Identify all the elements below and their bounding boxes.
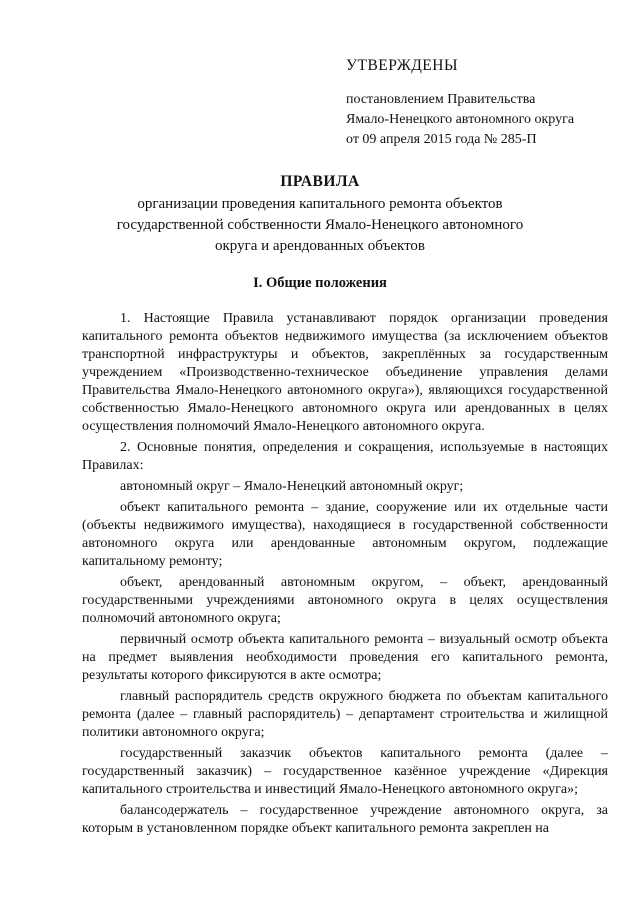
paragraph: 1. Настоящие Правила устанавливают порядок организации проведения капитального ремонта объектов недвижимого имущества (за исключением объектов транспортной инфраструктуры и объектов, закреплённых за государственным учреждением «Производственно-техническое объединение управления делами Правительства Ямало-Ненецкого автономного округа»), являющихся государственной собственностью Ямало-Ненецкого автономного округа или арендованных в целях осуществления полномочий Ямало-Ненецкого автономного округа. — [82, 311, 608, 434]
paragraph: государственный заказчик объектов капитального ремонта (далее – государственный заказчик) – государственное казённое учреждение «Дирекция капитального строительства и инвестиций Ямало-Ненецкого автономного округа»; — [82, 746, 608, 797]
paragraph: автономный округ – Ямало-Ненецкий автономный округ; — [120, 479, 464, 494]
paragraph: первичный осмотр объекта капитального ремонта – визуальный осмотр объекта на предмет выявления необходимости проведения его капитального ремонта, результаты которого фиксируются в акте осмотра; — [82, 632, 608, 683]
paragraph: главный распорядитель средств окружного бюджета по объектам капитального ремонта (далее – главный распорядитель) – департамент строительства и жилищной политики автономного округа; — [82, 689, 608, 740]
paragraph: балансодержатель – государственное учреждение автономного округа, за которым в установленном порядке объект капитального ремонта закреплен на — [82, 803, 608, 836]
approval-block — [346, 56, 574, 150]
approval-line: постановлением Правительства — [346, 92, 536, 107]
approval-line: Ямало-Ненецкого автономного округа — [346, 112, 575, 127]
paragraph: объект, арендованный автономным округом, – объект, арендованный государственными учреждениями автономного округа в целях осуществления полномочий автономного округа; — [82, 575, 608, 626]
document-title: ПРАВИЛА — [280, 173, 360, 190]
document-subtitle-line: государственной собственности Ямало-Ненецкого автономного — [116, 217, 524, 233]
approval-title: УТВЕРЖДЕНЫ — [346, 57, 458, 74]
section-heading: I. Общие положения — [253, 275, 387, 291]
document-subtitle-line: округа и арендованных объектов — [214, 238, 426, 254]
document-subtitle-line: организации проведения капитального ремонта объектов — [137, 196, 503, 212]
approval-line: от 09 апреля 2015 года № 285-П — [346, 132, 537, 147]
paragraph: 2. Основные понятия, определения и сокращения, используемые в настоящих Правилах: — [82, 440, 608, 473]
paragraph: объект капитального ремонта – здание, сооружение или их отдельные части (объекты недвижимого имущества), находящиеся в государственной собственности автономного округа или арендованные автономным округом, подлежащие капитальному ремонту; — [82, 500, 608, 569]
body-text — [82, 310, 608, 841]
document-title-block — [100, 171, 540, 257]
